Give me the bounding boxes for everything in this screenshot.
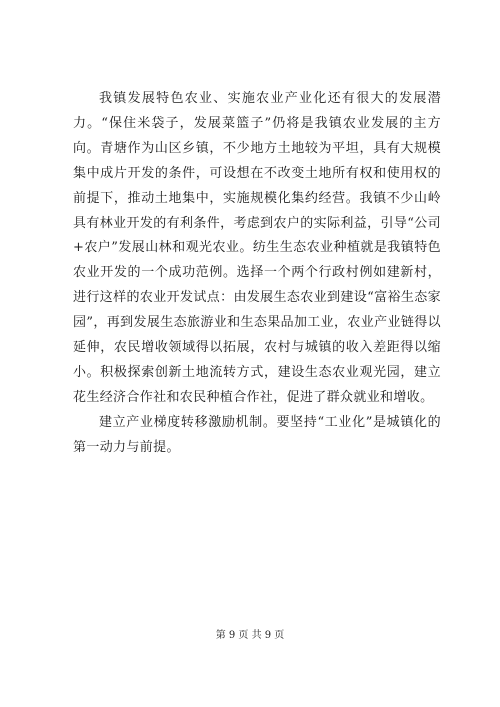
document-body xyxy=(73,87,441,461)
paragraph-industry: 建立产业梯度转移激励机制。要坚持“工业化”是城镇化的第一动力与前提。 xyxy=(73,414,441,455)
page-footer: 第 9 页 共 9 页 xyxy=(215,630,285,641)
paragraph-agriculture: 我镇发展特色农业、实施农业产业化还有很大的发展潜力。“保住米袋子，发展菜篮子”仍将是我镇农业发展的主方向。青塘作为山区乡镇，不少地方土地较为平坦，具有大规模集中成片开发的条件，可设想在不改变土地所有权和使用权的前提下，推动土地集中，实施规模化集约经营。我镇不少山岭具有林业开发的有利条件，考虑到农户的实际利益，引导“公司+农户”发展山林和观光农业。纺生生态农业种植就是我镇特色农业开发的一个成功范例。选择一个两个行政村例如建新村，进行这样的农业开发试点：由发展生态农业到建设“富裕生态家园”，再到发展生态旅游业和生态果品加工业，农业产业链得以延伸，农民增收领域得以拓展，农村与城镇的收入差距得以缩小。积极探索创新土地流转方式，建设生态农业观光园，建立花生经济合作社和农民种植合作社，促进了群众就业和增收。 xyxy=(73,91,441,405)
